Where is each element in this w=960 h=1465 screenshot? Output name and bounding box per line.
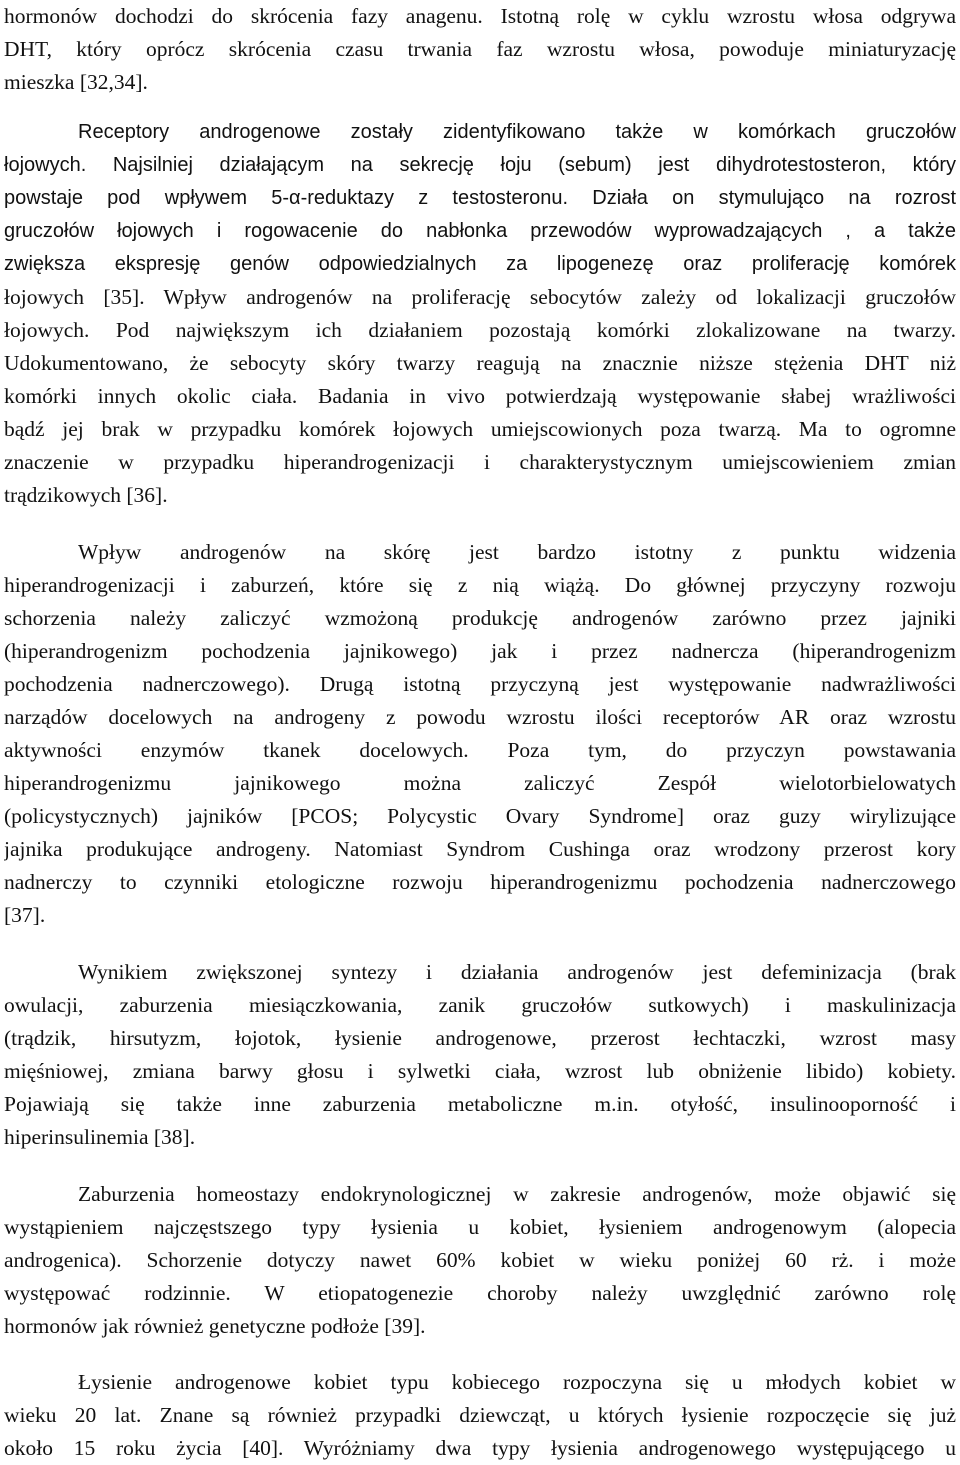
text-line: trądzikowych [36]. <box>4 483 168 507</box>
text-line: schorzenia należy zaliczyć wzmożoną produkcję androgenów zarówno przez jajniki <box>4 606 956 630</box>
text-line: wieku 20 lat. Znane są również przypadki dziewcząt, u których łysienie rozpoczęcie się już <box>4 1403 956 1427</box>
text-line: łojowych [35]. Wpływ androgenów na proliferację sebocytów zależy od lokalizacji gruczołów <box>4 285 956 309</box>
text-line: komórki innych okolic ciała. Badania in vivo potwierdzają występowanie słabej wrażliwości <box>4 384 956 408</box>
text-line: jajnika produkujące androgeny. Natomiast Syndrom Cushinga oraz wrodzony przerost kory <box>4 837 956 861</box>
text-line: Receptory androgenowe zostały zidentyfikowano także w komórkach gruczołów <box>78 121 956 143</box>
text-line: około 15 roku życia [40]. Wyróżniamy dwa typy łysienia androgenowego występującego u <box>4 1436 956 1460</box>
text-line: występować rodzinnie. W etiopatogenezie choroby należy uwzględnić zarówno rolę <box>4 1281 956 1305</box>
text-line: nadnerczy to czynniki etologiczne rozwoju hiperandrogenizmu pochodzenia nadnerczowego <box>4 870 956 894</box>
text-line: wystąpieniem najczęstszego typy łysienia u kobiet, łysieniem androgenowym (alopecia <box>4 1215 956 1239</box>
text-line: DHT, który oprócz skrócenia czasu trwania faz wzrostu włosa, powoduje miniaturyzację <box>4 37 956 61</box>
paragraph-1 <box>4 116 956 512</box>
text-line: zwiększa ekspresję genów odpowiedzialnych za lipogenezę oraz proliferację komórek <box>4 253 956 275</box>
text-line: hiperinsulinemia [38]. <box>4 1125 196 1149</box>
paragraph-4 <box>4 1178 956 1343</box>
paragraph-2 <box>4 536 956 932</box>
text-line: Wynikiem zwiększonej syntezy i działania androgenów jest defeminizacja (brak <box>78 960 956 984</box>
text-line: (policystycznych) jajników [PCOS; Polycystic Ovary Syndrome] oraz guzy wirylizujące <box>4 804 956 828</box>
text-line: aktywności enzymów tkanek docelowych. Poza tym, do przyczyn powstawania <box>4 738 956 762</box>
text-line: Zaburzenia homeostazy endokrynologicznej w zakresie androgenów, może objawić się <box>78 1182 956 1206</box>
text-line: narządów docelowych na androgeny z powodu wzrostu ilości receptorów AR oraz wzrostu <box>4 705 956 729</box>
paragraph-3 <box>4 956 956 1154</box>
text-line: hiperandrogenizacji i zaburzeń, które się z nią wiążą. Do głównej przyczyny rozwoju <box>4 573 956 597</box>
text-line: Udokumentowano, że sebocyty skóry twarzy reagują na znacznie niższe stężenia DHT niż <box>4 351 956 375</box>
text-line: mieszka [32,34]. <box>4 70 148 94</box>
text-line: hormonów jak również genetyczne podłoże [39]. <box>4 1314 426 1338</box>
text-line: łojowych. Najsilniej działającym na sekrecję łoju (sebum) jest dihydrotestosteron, który <box>4 154 956 176</box>
text-line: powstaje pod wpływem 5-α-reduktazy z testosteronu. Działa on stymulująco na rozrost <box>4 187 956 209</box>
text-line: bądź jej brak w przypadku komórek łojowych umiejscowionych poza twarzą. Ma to ogromne <box>4 417 956 441</box>
text-line: (hiperandrogenizm pochodzenia jajnikowego) jak i przez nadnercza (hiperandrogenizm <box>4 639 956 663</box>
paragraph-0 <box>4 0 956 99</box>
text-line: mięśniowej, zmiana barwy głosu i sylwetki ciała, wzrost lub obniżenie libido) kobiety. <box>4 1059 956 1083</box>
text-line: owulacji, zaburzenia miesiączkowania, zanik gruczołów sutkowych) i maskulinizacja <box>4 993 956 1017</box>
text-line: Łysienie androgenowe kobiet typu kobiecego rozpoczyna się u młodych kobiet w <box>78 1370 956 1394</box>
paragraph-5 <box>4 1366 956 1465</box>
text-line: [37]. <box>4 903 46 927</box>
text-line: Pojawiają się także inne zaburzenia metaboliczne m.in. otyłość, insulinooporność i <box>4 1092 956 1116</box>
text-line: Wpływ androgenów na skórę jest bardzo istotny z punktu widzenia <box>78 540 956 564</box>
text-line: (trądzik, hirsutyzm, łojotok, łysienie androgenowe, przerost łechtaczki, wzrost masy <box>4 1026 956 1050</box>
text-line: pochodzenia nadnerczowego). Drugą istotną przyczyną jest występowanie nadwrażliwości <box>4 672 956 696</box>
text-line: androgenica). Schorzenie dotyczy nawet 60% kobiet w wieku poniżej 60 rż. i może <box>4 1248 956 1272</box>
text-line: łojowych. Pod największym ich działaniem pozostają komórki zlokalizowane na twarzy. <box>4 318 956 342</box>
text-line: hormonów dochodzi do skrócenia fazy anagenu. Istotną rolę w cyklu wzrostu włosa odgrywa <box>4 4 956 28</box>
text-line: znaczenie w przypadku hiperandrogenizacji i charakterystycznym umiejscowieniem zmian <box>4 450 956 474</box>
text-line: gruczołów łojowych i rogowacenie do nabłonka przewodów wyprowadzających , a także <box>4 220 956 242</box>
text-line: hiperandrogenizmu jajnikowego można zaliczyć Zespół wielotorbielowatych <box>4 771 956 795</box>
